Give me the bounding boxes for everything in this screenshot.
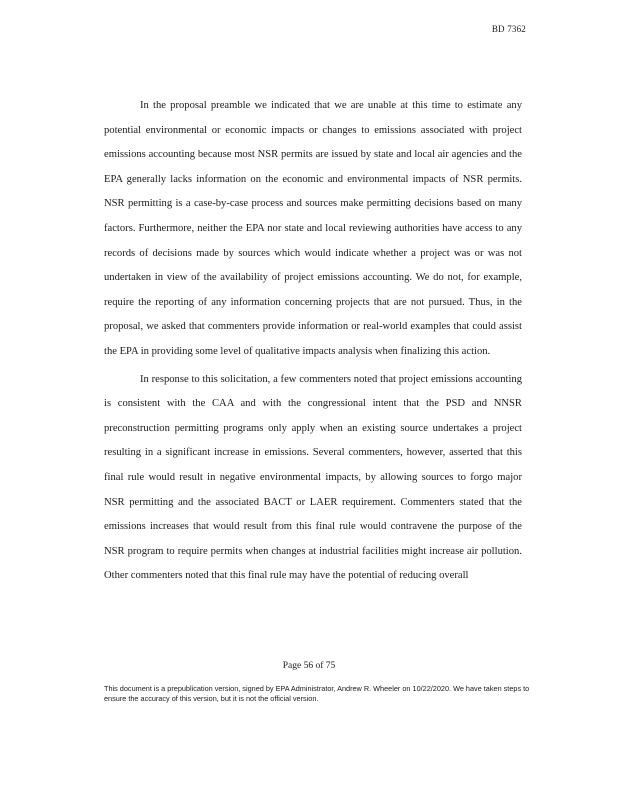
paragraph-2: In response to this solicitation, a few commenters noted that project emissions accounting is consistent with the CAA and with the congressional intent that the PSD and NNSR preconstruction permitting programs only apply when an existing source undertakes a project resulting in a significant increase in emissions. Several commenters, however, asserted that this final rule would result in negative environmental impacts, by allowing sources to forgo major NSR permitting and the associated BACT or LAER requirement. Commenters stated that the emissions increases that would result from this final rule would contravene the purpose of the NSR program to require permits when changes at industrial facilities might increase air pollution. Other commenters noted that this final rule may have the potential of reducing overall (104, 373, 522, 582)
prepublication-disclaimer: This document is a prepublication version, signed by EPA Administrator, Andrew R. Wheeler on 10/22/2020. We have taken steps to ensure the accuracy of this version, but it is not the official version. (104, 684, 530, 703)
page-number: Page 56 of 75 (282, 661, 336, 671)
paragraph-1: In the proposal preamble we indicated that we are unable at this time to estimate any potential environmental or economic impacts or changes to emissions associated with project emissions accounting because most NSR permits are issued by state and local air agencies and the EPA generally lacks information on the economic and environmental impacts of NSR permits. NSR permitting is a case-by-case process and sources make permitting decisions based on many factors. Furthermore, neither the EPA nor state and local reviewing authorities have access to any records of decisions made by sources which would indicate whether a project was or was not undertaken in view of the availability of project emissions accounting. We do not, for example, require the reporting of any information concerning projects that are not pursued. Thus, in the proposal, we asked that commenters provide information or real-world examples that could assist the EPA in providing some level of qualitative impacts analysis when finalizing this action. (104, 100, 522, 357)
document-id: BD 7362 (491, 24, 526, 34)
document-body (104, 94, 522, 589)
